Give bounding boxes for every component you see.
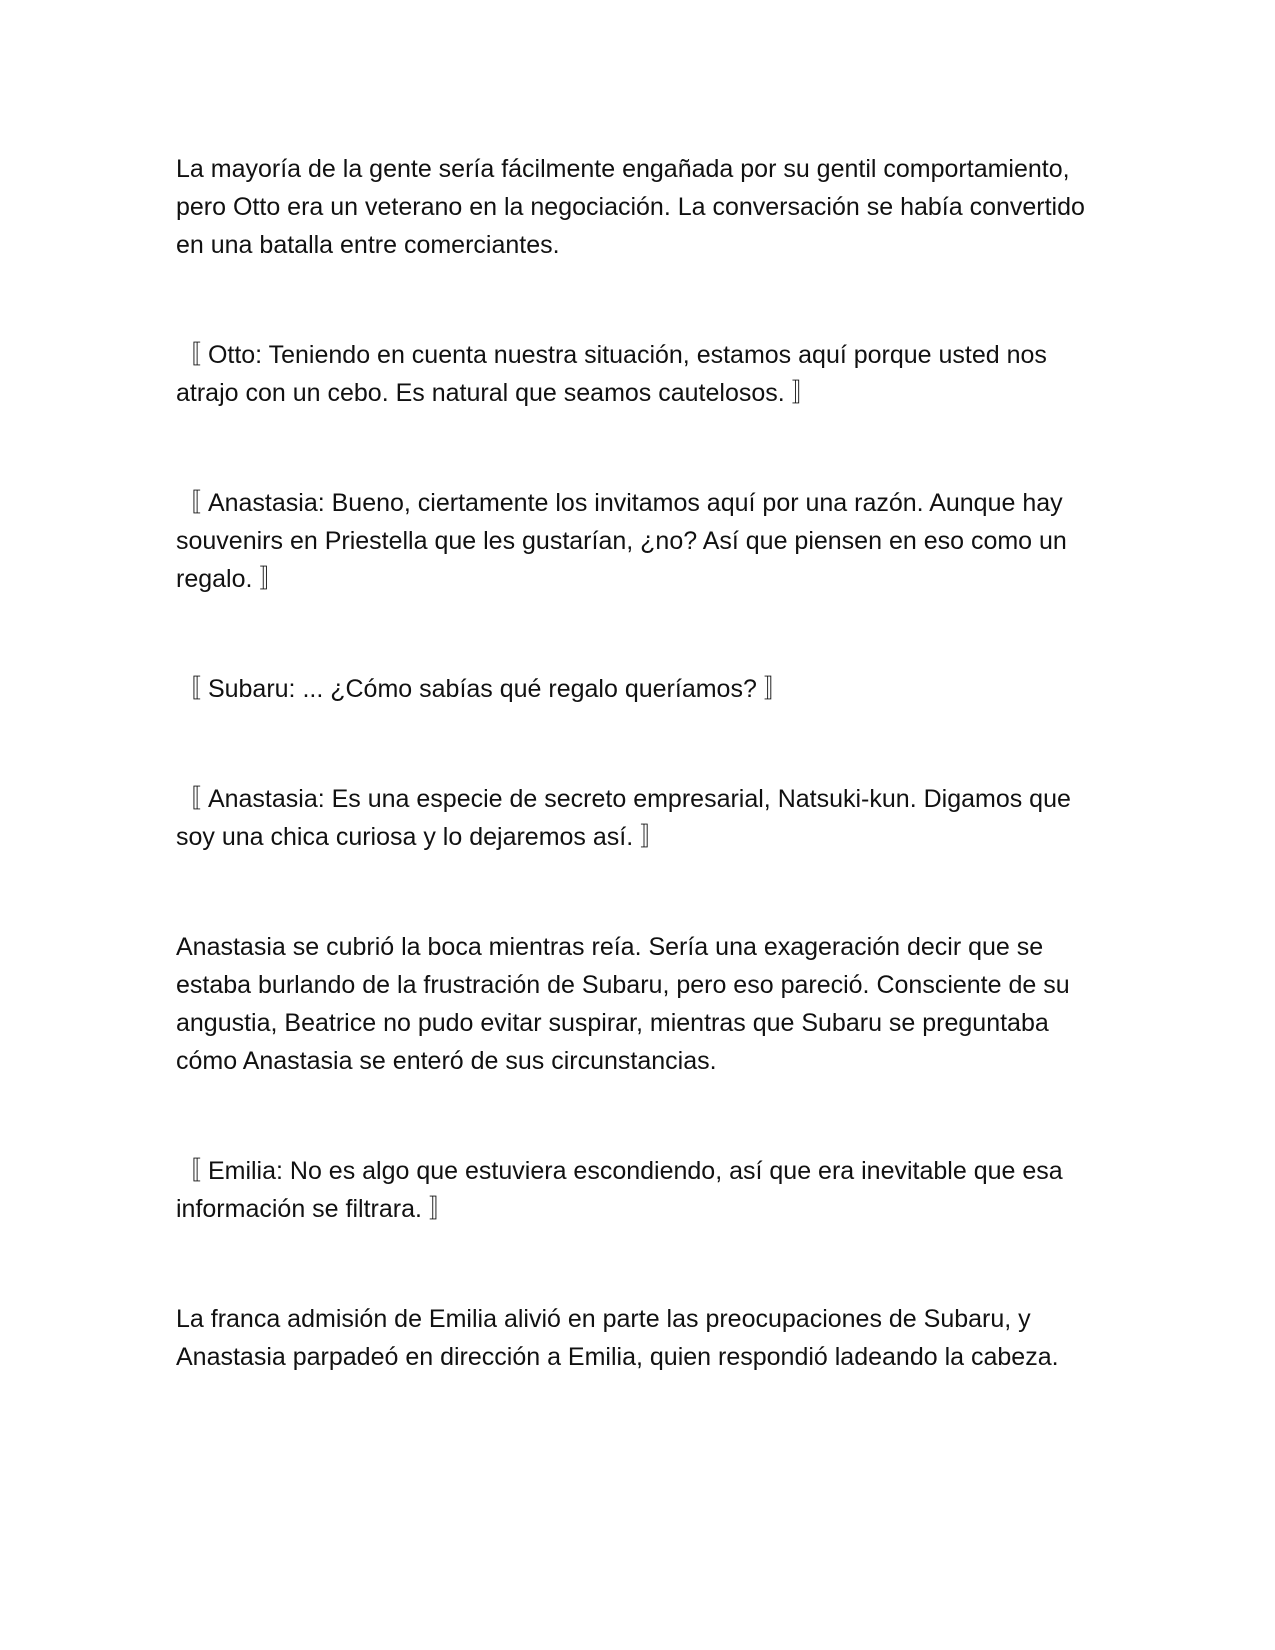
dialogue-emilia: 〚 Emilia: No es algo que estuviera escondiendo, así que era inevitable que esa información se filtrara. 〛 — [176, 1157, 1063, 1223]
dialogue-otto: 〚 Otto: Teniendo en cuenta nuestra situación, estamos aquí porque usted nos atrajo con un cebo. Es natural que seamos cautelosos. 〛 — [176, 341, 1047, 407]
dialogue-anastasia: 〚 Anastasia: Bueno, ciertamente los invitamos aquí por una razón. Aunque hay souvenirs en Priestella que les gustarían, ¿no? Así que piensen en eso como un regalo. 〛 — [176, 489, 1067, 593]
dialogue-anastasia: 〚 Anastasia: Es una especie de secreto empresarial, Natsuki-kun. Digamos que soy una chica curiosa y lo dejaremos así. 〛 — [176, 785, 1071, 851]
narration-paragraph: La mayoría de la gente sería fácilmente engañada por su gentil comportamiento, pero Otto era un veterano en la negociación. La conversación se había convertido en una batalla entre comerciantes. — [176, 155, 1085, 259]
document-body — [176, 150, 1096, 1376]
dialogue-subaru: 〚 Subaru: ... ¿Cómo sabías qué regalo queríamos? 〛 — [176, 675, 789, 703]
narration-paragraph: La franca admisión de Emilia alivió en parte las preocupaciones de Subaru, y Anastasia parpadeó en dirección a Emilia, quien respondió ladeando la cabeza. — [176, 1305, 1059, 1371]
narration-paragraph: Anastasia se cubrió la boca mientras reía. Sería una exageración decir que se estaba burlando de la frustración de Subaru, pero eso pareció. Consciente de su angustia, Beatrice no pudo evitar suspirar, mientras que Subaru se preguntaba cómo Anastasia se enteró de sus circunstancias. — [176, 933, 1070, 1075]
